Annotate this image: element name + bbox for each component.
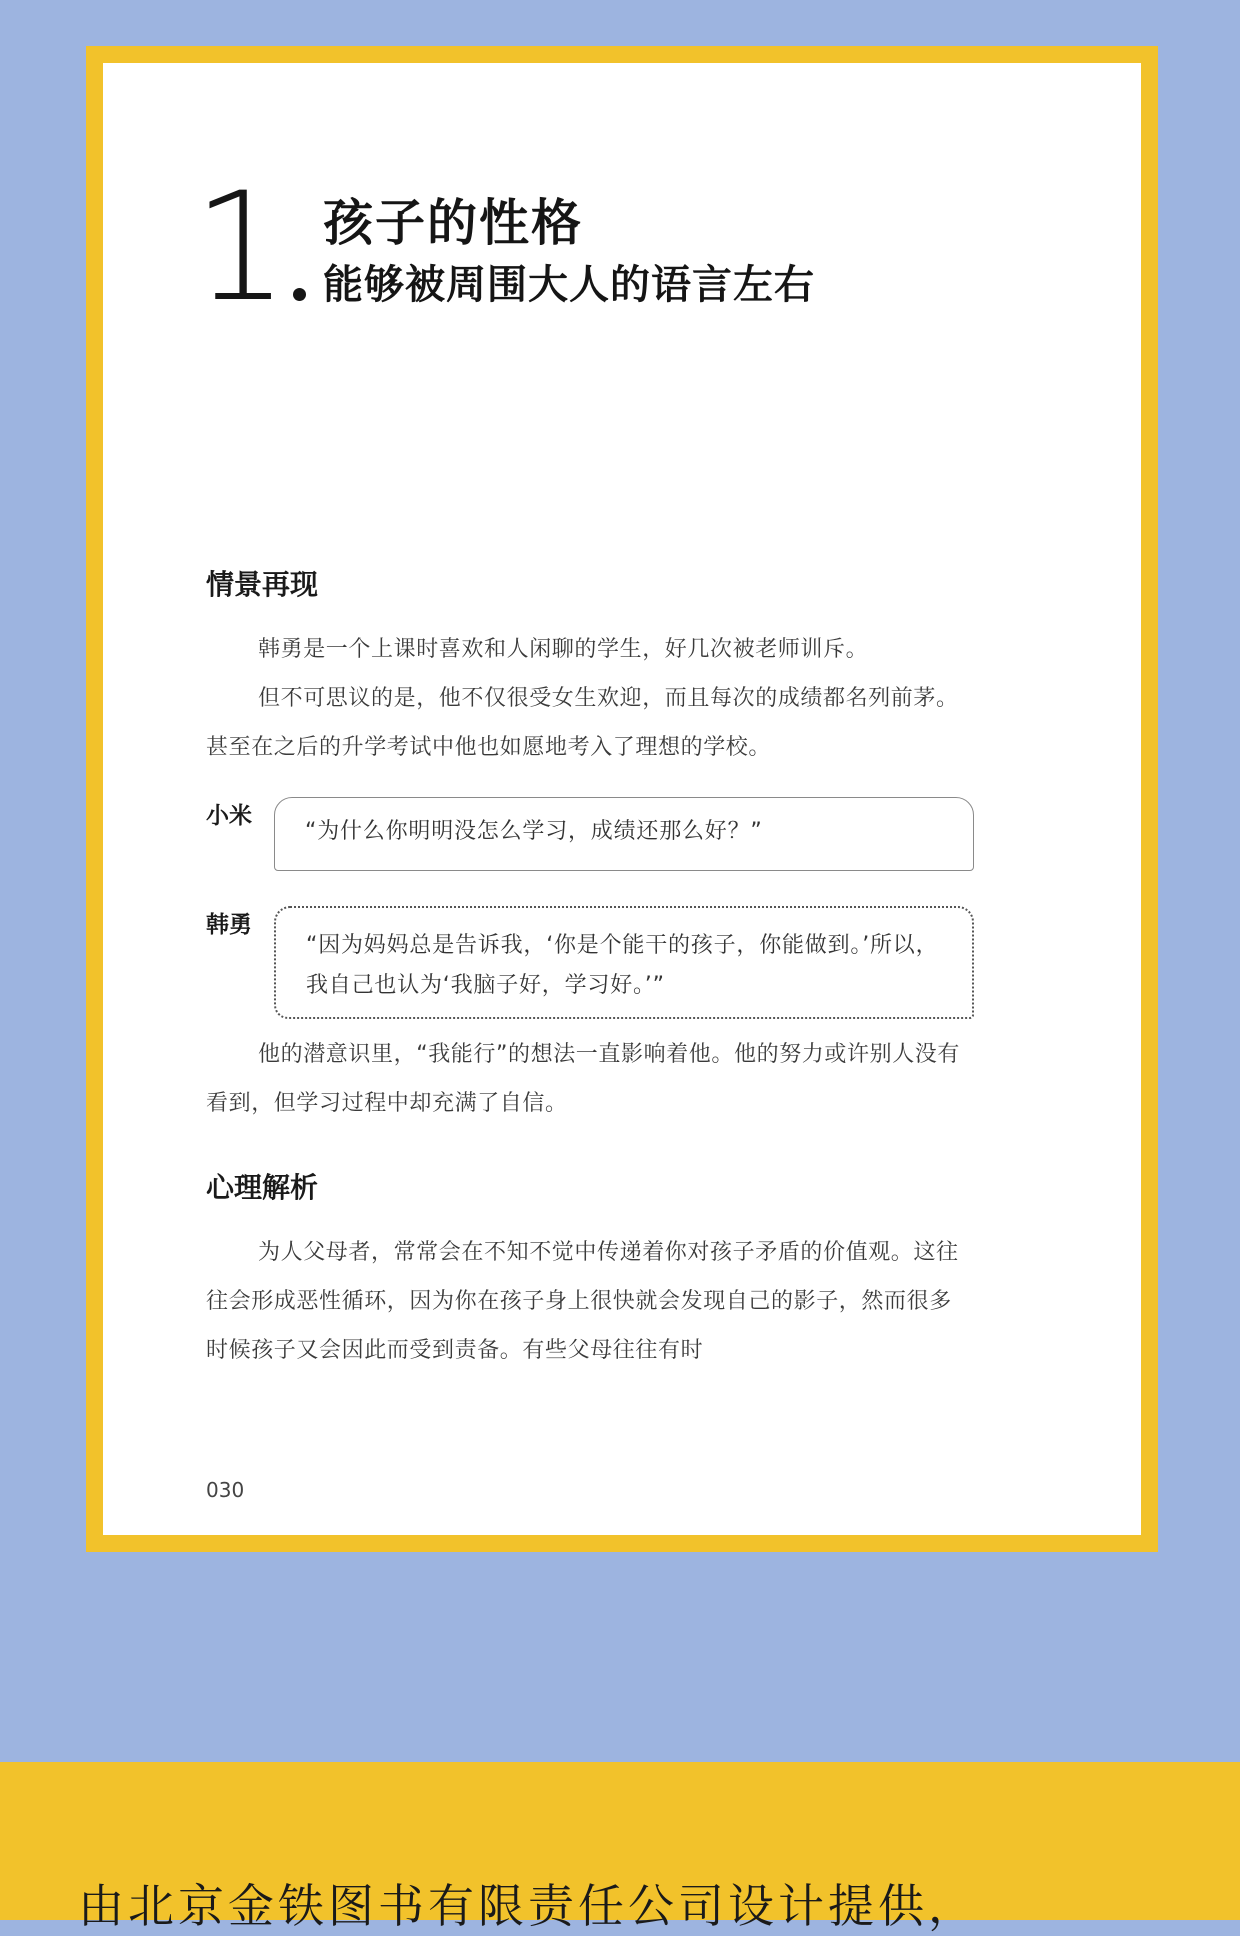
chapter-number: 1 bbox=[193, 161, 289, 335]
thought-bubble-text: “因为妈妈总是告诉我，‘你是个能干的孩子，你能做到。’所以，我自己也认为‘我脑子好，学习好。’” bbox=[306, 933, 939, 998]
scene-paragraph: 但不可思议的是，他不仅很受女生欢迎，而且每次的成绩都名列前茅。甚至在之后的升学考试中他也如愿地考入了理想的学校。 bbox=[206, 686, 959, 760]
section-heading-analysis: 心理解析 bbox=[206, 1171, 319, 1204]
page-number: 030 bbox=[206, 1478, 245, 1502]
book-page bbox=[103, 63, 1141, 1535]
dialogue-speaker: 韩勇 bbox=[206, 912, 252, 938]
section-heading-scene: 情景再现 bbox=[206, 568, 319, 601]
scene-closing-paragraph: 他的潜意识里，“我能行”的想法一直影响着他。他的努力或许别人没有看到，但学习过程中却充满了自信。 bbox=[206, 1042, 960, 1116]
speech-bubble-text: “为什么你明明没怎么学习，成绩还那么好？” bbox=[305, 819, 763, 844]
chapter-number-dot bbox=[293, 288, 306, 301]
chapter-title-line1: 孩子的性格 bbox=[323, 194, 583, 252]
dialogue-speaker: 小米 bbox=[206, 803, 252, 829]
scene-paragraph: 韩勇是一个上课时喜欢和人闲聊的学生，好几次被老师训斥。 bbox=[258, 637, 869, 662]
chapter-title-line2: 能够被周围大人的语言左右 bbox=[323, 262, 815, 308]
footer-credit-text: 由北京金铁图书有限责任公司设计提供， bbox=[78, 1879, 978, 1933]
analysis-paragraph: 为人父母者，常常会在不知不觉中传递着你对孩子矛盾的价值观。这往往会形成恶性循环，因为你在孩子身上很快就会发现自己的影子，然而很多时候孩子又会因此而受到责备。有些父母往往有时 bbox=[206, 1240, 959, 1363]
speech-bubble bbox=[274, 797, 974, 871]
thought-bubble bbox=[274, 906, 974, 1019]
footer-banner bbox=[0, 1762, 1240, 1933]
